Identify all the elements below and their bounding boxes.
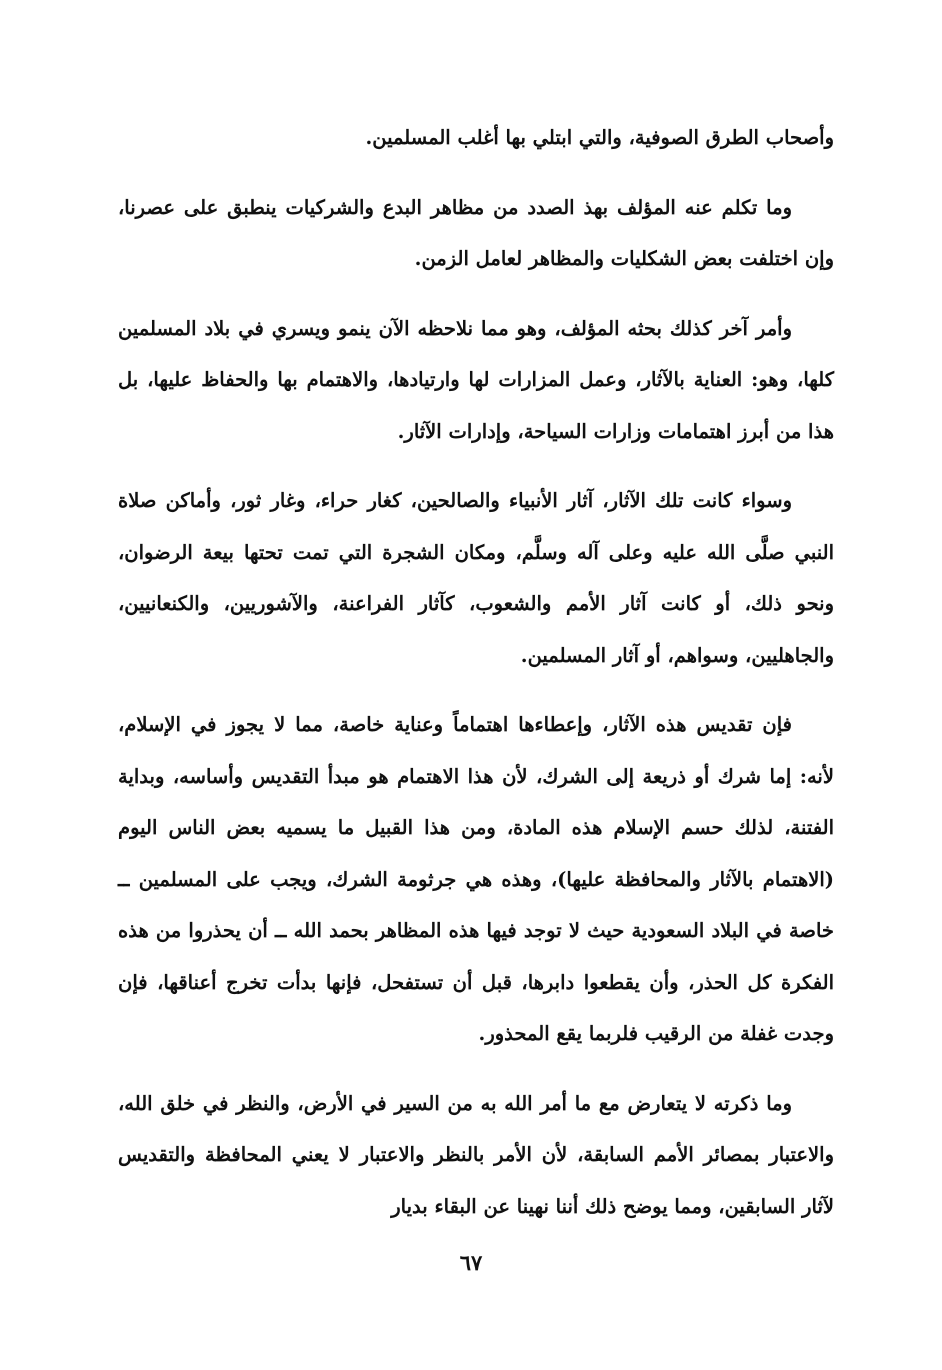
paragraph-continuation: وأصحاب الطرق الصوفية، والتي ابتلي بها أغلب المسلمين. xyxy=(365,126,834,149)
paragraph: وما تكلم عنه المؤلف بهذ الصدد من مظاهر البدع والشركيات ينطبق على عصرنا، وإن اختلفت بعض الشكليات والمظاهر لعامل الزمن. xyxy=(118,195,834,270)
body-text xyxy=(118,112,834,1232)
paragraph: فإن تقديس هذه الآثار، وإعطاءها اهتماماً وعناية خاصة، مما لا يجوز في الإسلام، لأنه: إما شرك أو ذريعة إلى الشرك، لأن هذا الاهتمام هو مبدأ التقديس وأساسه، وبداية الفتنة، لذلك حسم الإسلام هذه المادة، ومن هذا القبيل ما يسميه بعض الناس اليوم (الاهتمام بالآثار والمحافظة عليها)، وهذه هي جرثومة الشرك، ويجب على المسلمين ــ خاصة في البلاد السعودية حيث لا توجد فيها هذه المظاهر بحمد الله ــ أن يحذروا من هذه الفكرة كل الحذر، وأن يقطعوا دابرها، قبل أن تستفحل، فإنها بدأت تخرج أعناقها، فإن وجدت غفلة من الرقيب فلربما يقع المحذور. xyxy=(118,713,834,1045)
paragraph-continues: وما ذكرته لا يتعارض مع ما أمر الله به من السير في الأرض، والنظر في خلق الله، والاعتبار بمصائر الأمم السابقة، لأن الأمر بالنظر والاعتبار لا يعني المحافظة والتقديس لآثار السابقين، ومما يوضح ذلك أننا نهينا عن البقاء بديار xyxy=(118,1091,834,1218)
paragraph: وأمر آخر كذلك بحثه المؤلف، وهو مما نلاحظه الآن ينمو ويسري في بلاد المسلمين كلها، وهو: العناية بالآثار، وعمل المزارات لها وارتيادها، والاهتمام بها والحفاظ عليها، بل هذا من أبرز اهتمامات وزارات السياحة، وإدارات الآثار. xyxy=(118,316,834,443)
page-number: ٦٧ xyxy=(459,1250,483,1275)
paragraph: وسواء كانت تلك الآثار، آثار الأنبياء والصالحين، كغار حراء، وغار ثور، وأماكن صلاة النبي صلَّى الله عليه وعلى آله وسلَّم، ومكان الشجرة التي تمت تحتها بيعة الرضوان، ونحو ذلك، أو كانت آثار الأمم والشعوب، كآثار الفراعنة، والآشوريين، والكنعانيين، والجاهليين، وسواهم، أو آثار المسلمين. xyxy=(118,489,834,667)
